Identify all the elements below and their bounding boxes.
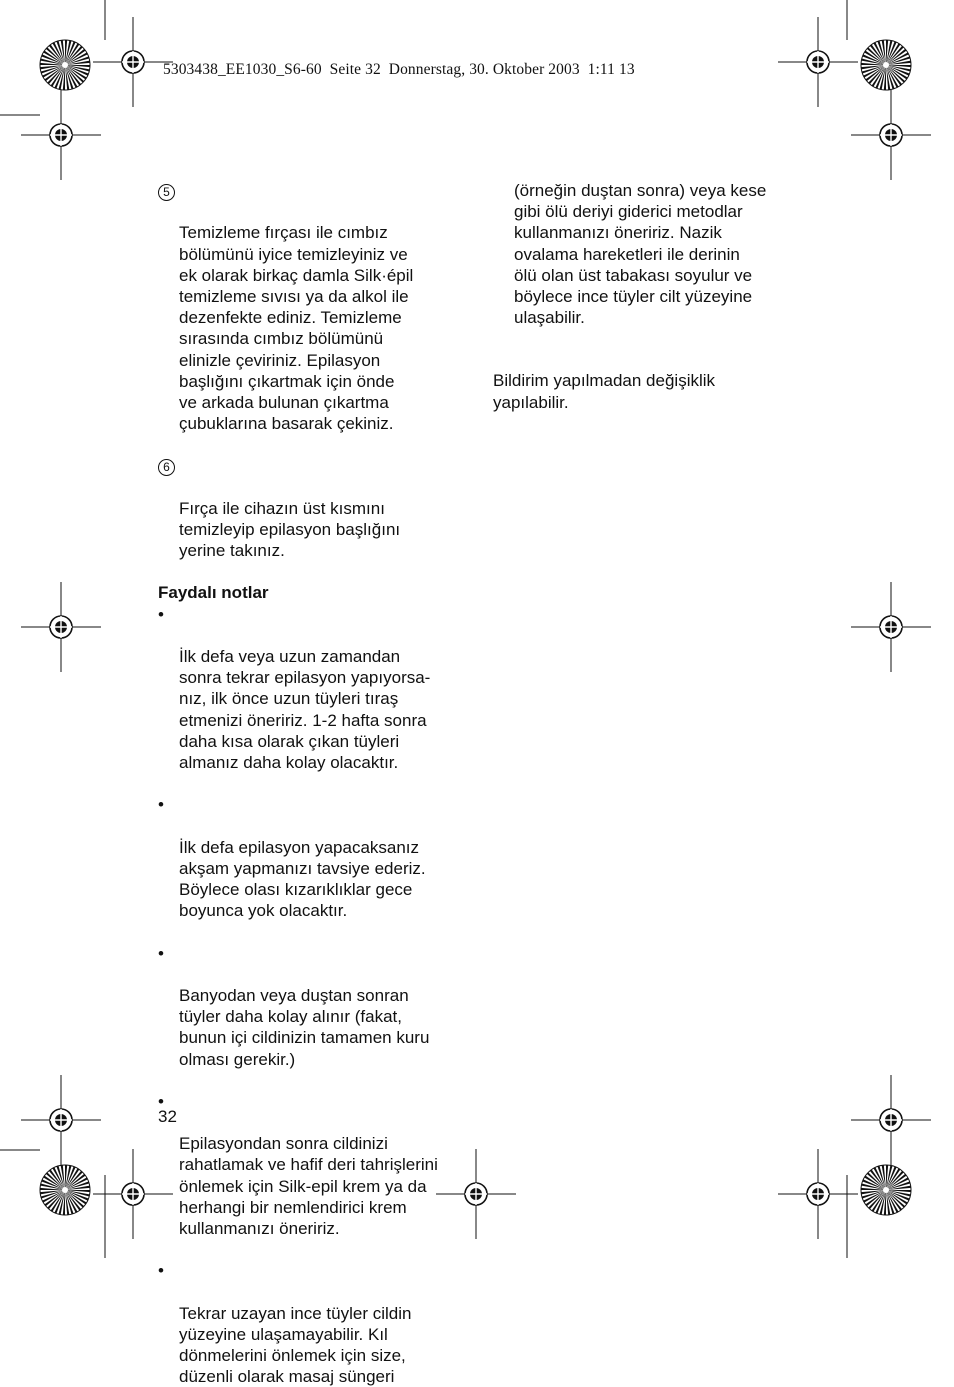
registration-mark-left-upper <box>21 90 101 180</box>
bullet-symbol: • <box>158 1261 164 1281</box>
step-5-text: Temizleme fırçası ile cımbız bölümünü iyice temizleyiniz ve ek olarak birkaç damla Silk·épil temizleme sıvısı ya da alkol ile dezenfekte ediniz. Temizleme sırasında cımbız bölümünü elinizle çeviriniz. Epilasyon başlığını çıkartmak için önde ve arkada bulunan çıkartma çubuklarına basarak çekiniz. <box>179 223 414 434</box>
note-text: Banyodan veya duştan sonran tüyler daha kolay alınır (fakat, bunun içi cildinizin tamamen kuru olması gerekir.) <box>179 985 430 1069</box>
bullet-symbol: • <box>158 943 164 963</box>
starburst-target-bottom-left <box>40 1165 90 1215</box>
starburst-target-top-left <box>40 40 90 90</box>
note-text: İlk defa epilasyon yapacaksanız akşam yapmanızı tavsiye ederiz. Böylece olası kızarıklıklar gece boyunca yok olacaktır. <box>179 837 426 921</box>
starburst-target-top-right <box>861 40 911 90</box>
note-bullet-3 <box>158 943 463 1070</box>
step-6-text: Fırça ile cihazın üst kısmını temizleyip epilasyon başlığını yerine takınız. <box>179 498 401 561</box>
left-column <box>158 180 463 1387</box>
registration-mark-top-right-inner <box>778 17 858 107</box>
note-bullet-5-continuation: (örneğin duştan sonra) veya kese gibi ölü deriyi giderici metodlar kullanmanızı öneririz. Nazik ovalama hareketleri ile derinin ölü olan üst tabakası soyulur ve böylece ince tüyler cilt yüzeyine ulaşabilir. <box>514 181 767 328</box>
notes-heading: Faydalı notlar <box>158 583 269 603</box>
registration-mark-right-lower <box>851 1075 931 1165</box>
note-text: Tekrar uzayan ince tüyler cildin yüzeyine ulaşamayabilir. Kıl dönmelerini önlemek için size, düzenli olarak masaj süngeri <box>179 1303 412 1387</box>
registration-mark-left-lower <box>21 1075 101 1165</box>
registration-mark-right-middle <box>851 582 931 672</box>
note-text: Epilasyondan sonra cildinizi rahatlamak ve hafif deri tahrişlerini önlemek için Silk-epil krem ya da herhangi bir nemlendirici krem kullanmanızı öneririz. <box>179 1134 438 1238</box>
registration-mark-bottom-right-inner <box>778 1149 858 1239</box>
starburst-target-bottom-right <box>861 1165 911 1215</box>
registration-mark-left-middle <box>21 582 101 672</box>
bullet-symbol: • <box>158 795 164 815</box>
note-bullet-4 <box>158 1091 463 1239</box>
registration-mark-right-upper <box>851 90 931 180</box>
note-bullet-2 <box>158 794 463 921</box>
step-5 <box>158 180 463 434</box>
bullet-symbol: • <box>158 604 164 624</box>
bullet-symbol: • <box>158 1091 164 1111</box>
print-info-header: 5303438_EE1030_S6-60 Seite 32 Donnerstag, 30. Oktober 2003 1:11 13 <box>163 61 635 78</box>
note-bullet-5 <box>158 1260 463 1387</box>
page-number: 32 <box>158 1107 177 1126</box>
step-5-number: 5 <box>158 180 175 201</box>
step-6-number: 6 <box>158 455 175 476</box>
note-bullet-1 <box>158 604 463 774</box>
step-6 <box>158 455 463 561</box>
note-text: İlk defa veya uzun zamandan sonra tekrar epilasyon yapıyorsa- nız, ilk önce uzun tüyleri tıraş etmenizi öneririz. 1-2 hafta sonra daha kısa olarak çıkan tüyleri almanız daha kolay olacaktır. <box>179 647 431 773</box>
right-column <box>493 180 803 413</box>
change-notice: Bildirim yapılmadan değişiklik yapılabilir. <box>493 371 716 412</box>
